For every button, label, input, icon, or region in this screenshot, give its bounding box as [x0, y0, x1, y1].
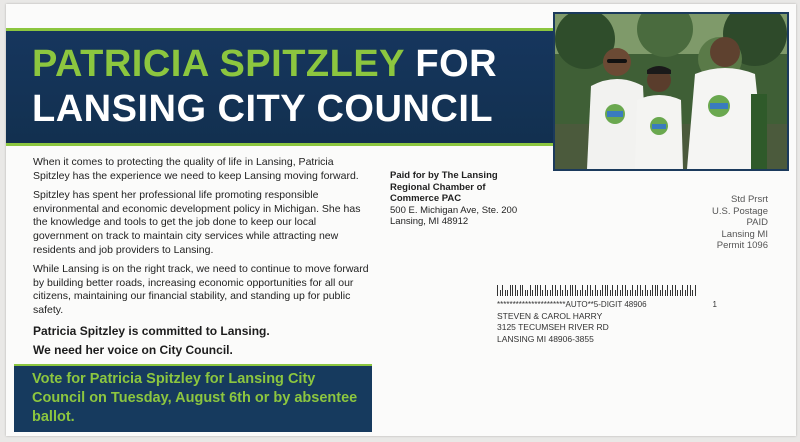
barcode-bar [687, 285, 688, 296]
barcode-bar [645, 285, 646, 296]
body-paragraph-1: When it comes to protecting the quality of life in Lansing, Patricia Spitzley has the experience we need to keep Lansing moving forward. [33, 156, 359, 182]
barcode-bar [572, 285, 573, 296]
barcode-bar [580, 290, 581, 296]
headline-candidate-name: PATRICIA SPITZLEY [32, 43, 405, 85]
barcode-bar [642, 290, 643, 296]
barcode-bar [695, 285, 696, 296]
body-paragraph-2: Spitzley has spent her professional life promoting responsible environmental and economic development policy in Michigan. She has the knowledge and tools to get the job done to keep our local government on track to maintain city services while attracting new residents and job providers to Lansing. [33, 189, 361, 256]
paid-for-line-1: Paid for by The Lansing [390, 170, 498, 181]
vote-callout-text: Vote for Patricia Spitzley for Lansing City Council on Tuesday, August 6th or by absentee ballot. [32, 371, 358, 425]
barcode-bar [665, 290, 666, 296]
barcode-bar [672, 285, 673, 296]
barcode-bar [685, 290, 686, 296]
postage-line-4: Lansing MI [721, 228, 768, 240]
banner-bottom-stripe [6, 143, 554, 146]
barcode-bar [612, 285, 613, 296]
paid-for-disclaimer [390, 170, 560, 228]
barcode-bar [622, 285, 623, 296]
barcode-bar [692, 290, 693, 296]
barcode-bar [630, 290, 631, 296]
barcode-bar [567, 290, 568, 296]
barcode-bar [605, 285, 606, 296]
barcode-bar [677, 290, 678, 296]
headline [32, 42, 552, 132]
barcode-bar [652, 285, 653, 296]
campaign-photo [553, 12, 789, 171]
barcode-bar [532, 290, 533, 296]
barcode-bar [587, 285, 588, 296]
barcode-bar [657, 285, 658, 296]
barcode-bar [570, 285, 571, 296]
barcode-bar [617, 285, 618, 296]
headline-office: LANSING CITY COUNCIL [32, 88, 494, 130]
barcode-bar [655, 285, 656, 296]
barcode-bar [552, 285, 553, 296]
barcode-bar [542, 290, 543, 296]
barcode-bar [575, 285, 576, 296]
barcode-bar [647, 290, 648, 296]
barcode-bar [560, 285, 561, 296]
vote-callout [14, 364, 372, 432]
barcode-bar [632, 285, 633, 296]
postage-line-1: Std Prsrt [731, 194, 768, 205]
postage-indicia [660, 194, 768, 252]
barcode-bar [502, 285, 503, 296]
postage-line-3: PAID [746, 217, 768, 228]
barcode-bar [500, 290, 501, 296]
barcode-bar [537, 285, 538, 296]
barcode-bar [512, 285, 513, 296]
barcode-bar [640, 285, 641, 296]
barcode-bar [597, 290, 598, 296]
postage-line-2: U.S. Postage [712, 205, 768, 217]
barcode-bar [675, 285, 676, 296]
barcode-bar [527, 290, 528, 296]
barcode-bar [607, 285, 608, 296]
paid-for-line-2: Regional Chamber of [390, 181, 486, 193]
barcode-bar [610, 290, 611, 296]
barcode-bar [592, 290, 593, 296]
barcode-bar [660, 290, 661, 296]
headline-for: FOR [415, 43, 498, 85]
barcode-bar [637, 285, 638, 296]
postage-line-5: Permit 1096 [716, 240, 768, 251]
paid-for-address: 500 E. Michigan Ave, Ste. 200 [390, 204, 518, 216]
barcode-bar [620, 290, 621, 296]
barcode-bar [690, 285, 691, 296]
barcode-bar [562, 290, 563, 296]
barcode-bar [627, 290, 628, 296]
body-paragraph-3: While Lansing is on the right track, we need to continue to move forward by building better roads, increasing economic opportunities for all our citizens, maintaining our financial stability, and standing up for public safety. [33, 263, 369, 316]
barcode-bar [510, 285, 511, 296]
barcode-bar [547, 290, 548, 296]
recipient-city: LANSING MI 48906-3855 [497, 333, 594, 344]
barcode-bar [577, 290, 578, 296]
barcode-bar [582, 285, 583, 296]
barcode-bar [507, 290, 508, 296]
barcode-bar [680, 290, 681, 296]
postal-barcode [497, 284, 702, 296]
recipient-name: STEVEN & CAROL HARRY [497, 310, 603, 321]
recipient-street: 3125 TECUMSEH RIVER RD [497, 322, 609, 332]
sort-count: 1 [712, 300, 717, 309]
barcode-bar [530, 285, 531, 296]
vote-callout-stripe [14, 364, 372, 366]
barcode-bar [595, 285, 596, 296]
barcode-bar [670, 290, 671, 296]
barcode-bar [565, 285, 566, 296]
campaign-photo-illustration [555, 14, 787, 169]
barcode-bar [667, 285, 668, 296]
barcode-bar [540, 285, 541, 296]
barcode-bar [545, 285, 546, 296]
barcode-bar [600, 290, 601, 296]
barcode-bar [497, 285, 498, 296]
paid-for-city: Lansing, MI 48912 [390, 216, 469, 227]
barcode-bar [522, 285, 523, 296]
barcode-bar [557, 290, 558, 296]
barcode-bar [682, 285, 683, 296]
barcode-bar [590, 285, 591, 296]
barcode-bar [520, 285, 521, 296]
barcode-bar [602, 285, 603, 296]
barcode-bar [650, 290, 651, 296]
barcode-bar [505, 290, 506, 296]
barcode-bar [585, 290, 586, 296]
barcode-bar [555, 285, 556, 296]
barcode-bar [662, 285, 663, 296]
barcode-bar [515, 285, 516, 296]
paid-for-line-3: Commerce PAC [390, 193, 462, 204]
headline-banner [6, 28, 554, 146]
commitment-line: Patricia Spitzley is committed to Lansing. [33, 323, 270, 338]
sort-line: **********************AUTO**5-DIGIT 48906 [497, 300, 647, 309]
banner-top-stripe [6, 28, 554, 31]
barcode-bar [550, 290, 551, 296]
barcode-bar [615, 290, 616, 296]
mailing-address [497, 299, 717, 345]
voice-line: We need her voice on City Council. [33, 343, 233, 358]
barcode-bar [635, 290, 636, 296]
barcode-bar [517, 290, 518, 296]
barcode-bar [525, 290, 526, 296]
barcode-bar [535, 285, 536, 296]
body-copy [33, 156, 373, 359]
barcode-bar [625, 285, 626, 296]
